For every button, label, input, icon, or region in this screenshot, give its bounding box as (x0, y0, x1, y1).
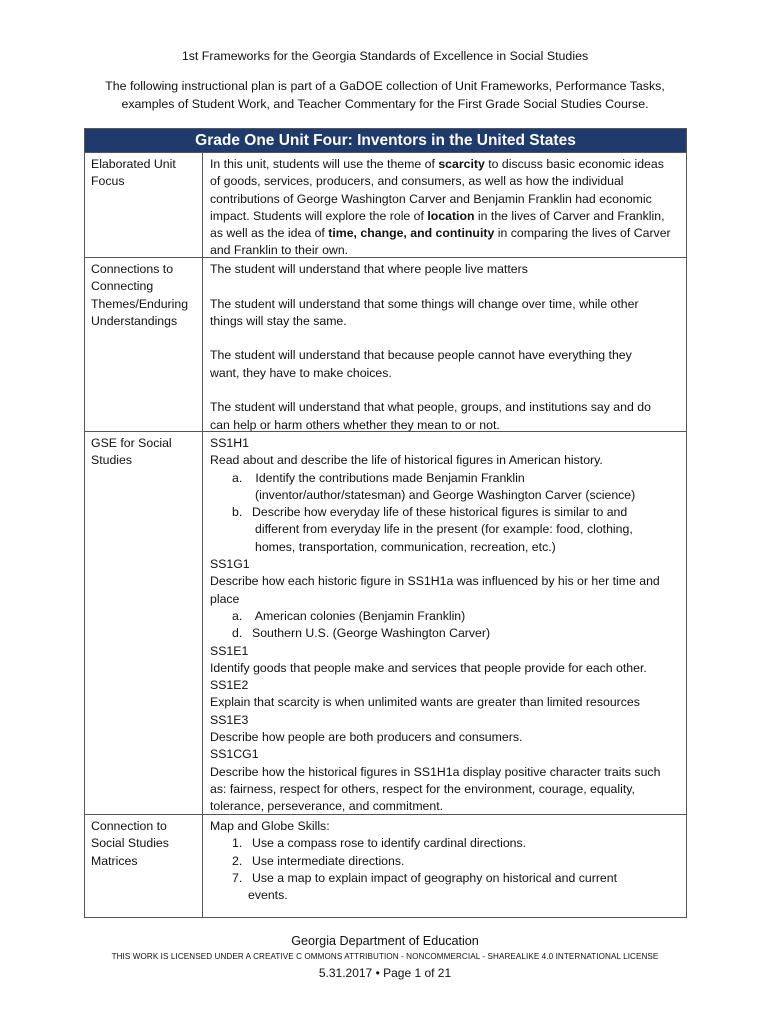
row-label-gse: GSE for Social Studies (85, 432, 203, 814)
unit-framework-table (84, 128, 687, 918)
footer-license: THIS WORK IS LICENSED UNDER A CREATIVE C OMMONS ATTRIBUTION - NONCOMMERCIAL - SHAREALIKE 4.0 INTERNATIONAL LICENSE (111, 952, 659, 961)
understanding-individuals: The student will understand that what people, groups, and institutions say and do (210, 400, 651, 415)
standard-code-ss1e2: SS1E2 (210, 678, 249, 693)
keyword-location: location (427, 208, 475, 223)
row-label-enduring-understandings: Connections to Connecting Themes/Enduring Understandings (85, 258, 203, 431)
standard-code-ss1e1: SS1E1 (210, 643, 249, 658)
standard-code-ss1e3: SS1E3 (210, 712, 249, 727)
intro-line-1: The following instructional plan is part of a GaDOE collection of Unit Frameworks, Performance Tasks, (105, 79, 665, 93)
table-title: Grade One Unit Four: Inventors in the United States (85, 129, 686, 152)
understanding-change: The student will understand that some things will change over time, while other (210, 296, 639, 311)
enduring-understandings-text: The student will understand that where people live matters The student will understand that some things will change over time, while other things will stay the same. The student will understand that because people cannot have everything they want, they have to make choices. The student will understand that what people, groups, and institutions say and do can help or harm others whether they mean to or not. (203, 258, 686, 434)
gse-standards-text: SS1H1 Read about and describe the life of historical figures in American history. a. Identify the contributions made Benjamin Franklin (inventor/author/statesman) and George Washington Carver (science) b. Describe how everyday life of these historical figures is similar to and different from everyday life in the present (for example: food, clothing, homes, transportation, communication, recreation, etc.) SS1G1 Describe how each historic figure in SS1H1a was influenced by his or her time and place a. American colonies (Benjamin Franklin) d. Southern U.S. (George Washington Carver) SS1E1 Identify goods that people make and services that people provide for each other. SS1E2 Explain that scarcity is when unlimited wants are greater than limited resources SS1E3 Describe how people are both producers and consumers. SS1CG1 Describe how the historical figures in SS1H1a display positive character traits such as: fairness, respect for others, respect for the environment, courage, equality, tolerance, perseverance, and commitment. (203, 432, 686, 816)
standard-code-ss1h1: SS1H1 (210, 436, 249, 450)
unit-focus-text: In this unit, students will use the theme of scarcity to discuss basic economic ideas of goods, services, producers, and consumers, as well as how the individual contributions of George Washington Carver and Benjamin Franklin had economic impact. Students will explore the role of location in the lives of Carver and Franklin, as well as the idea of time, change, and continuity in comparing the lives of Carver and Franklin to their own. (210, 157, 671, 258)
matrices-text: Map and Globe Skills: 1. Use a compass rose to identify cardinal directions. 2. Use intermediate directions. 7. Use a map to explain impact of geography on historical and current events. (203, 815, 686, 904)
row-unit-focus (85, 152, 686, 257)
keyword-time-change-continuity: time, change, and continuity (328, 226, 495, 241)
row-enduring-understandings (85, 257, 686, 431)
row-matrices (85, 814, 686, 917)
row-label-matrices: Connection to Social Studies Matrices (85, 815, 203, 917)
map-globe-skills-heading: Map and Globe Skills: (210, 819, 330, 833)
understanding-location: The student will understand that where people live matters (210, 262, 528, 276)
understanding-scarcity: The student will understand that because people cannot have everything they (210, 348, 632, 363)
document-header-title: 1st Frameworks for the Georgia Standards of Excellence in Social Studies (181, 49, 589, 63)
list-item: 2. Use intermediate directions. (232, 853, 405, 868)
list-item: 1. Use a compass rose to identify cardinal directions. (232, 836, 527, 851)
list-item: 7. Use a map to explain impact of geography on historical and current (232, 870, 618, 885)
row-label-unit-focus: Elaborated Unit Focus (85, 153, 203, 257)
footer-organization: Georgia Department of Education (291, 934, 479, 948)
footer-page-number: 5.31.2017 • Page 1 of 21 (318, 966, 452, 980)
keyword-scarcity: scarcity (438, 157, 485, 171)
row-gse-standards (85, 431, 686, 814)
standard-code-ss1g1: SS1G1 (210, 557, 250, 572)
standard-code-ss1cg1: SS1CG1 (210, 747, 259, 762)
intro-line-2: examples of Student Work, and Teacher Commentary for the First Grade Social Studies Course. (121, 97, 649, 111)
